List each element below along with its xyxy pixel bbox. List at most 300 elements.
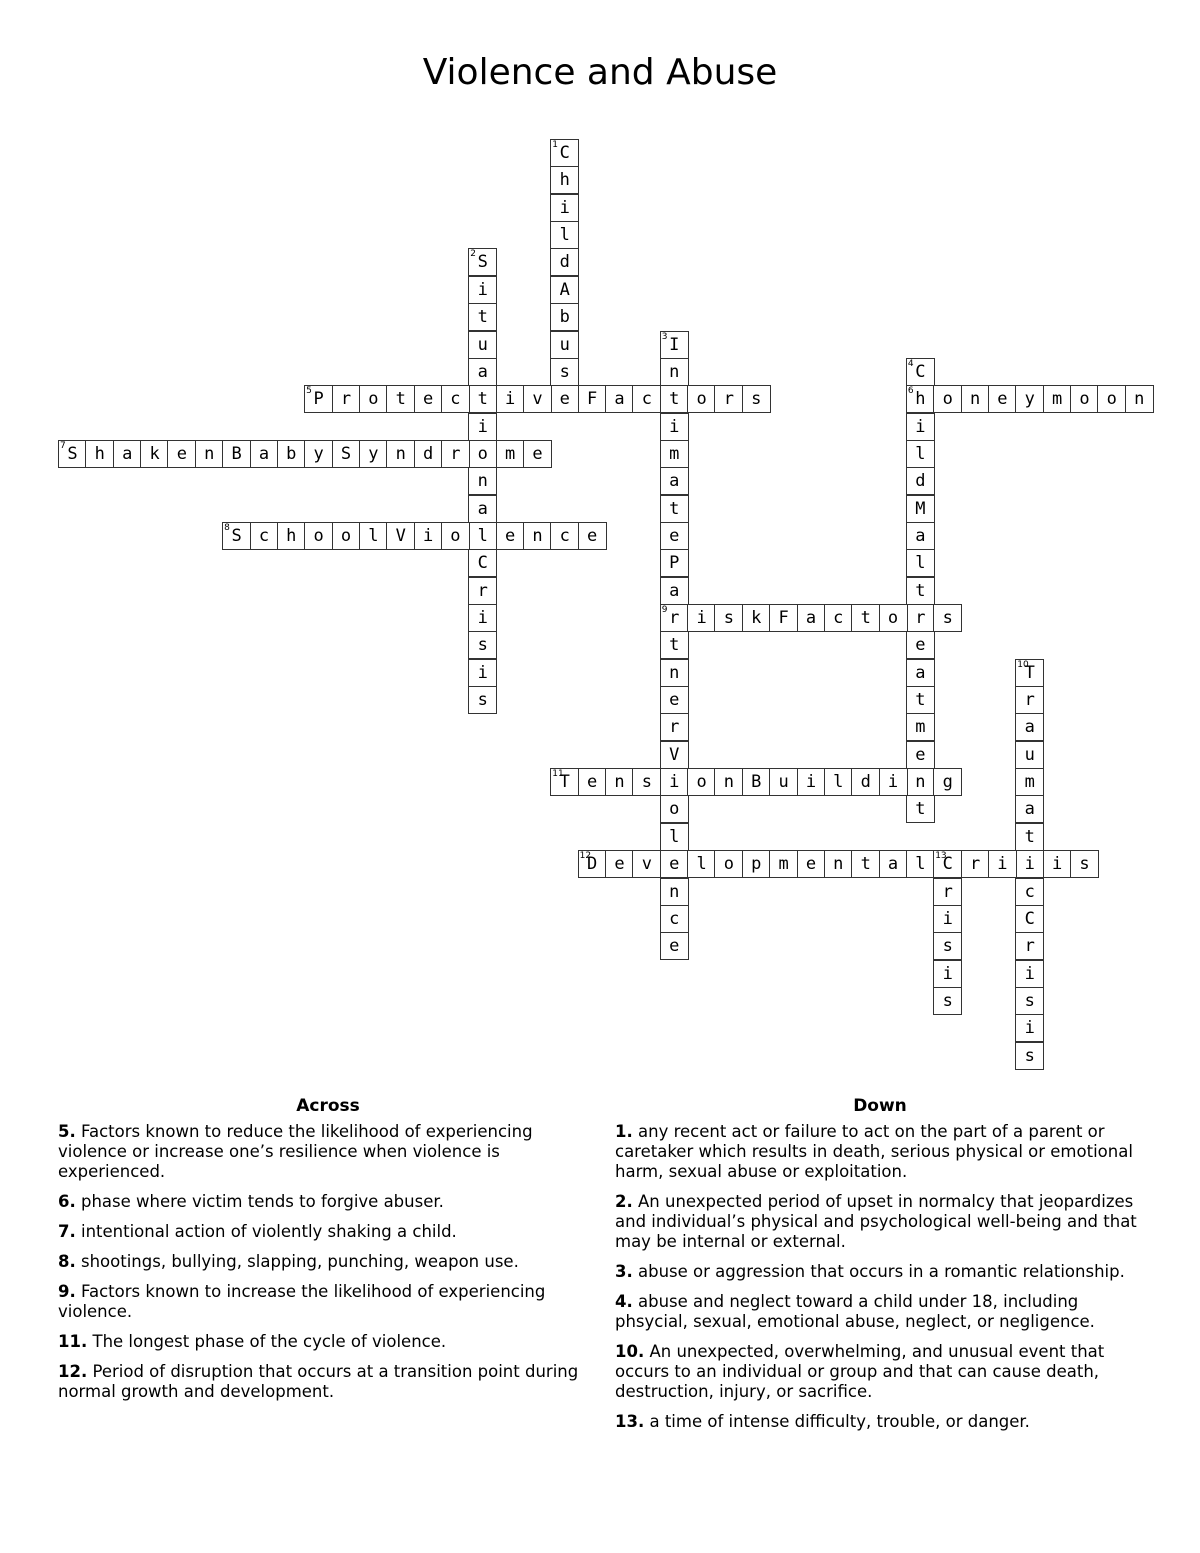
cell-letter: i	[1024, 1018, 1035, 1039]
grid-cell[interactable]	[660, 850, 689, 878]
cell-letter: n	[915, 772, 926, 793]
grid-cell[interactable]	[550, 385, 579, 413]
grid-cell[interactable]	[906, 467, 935, 495]
grid-cell[interactable]	[906, 631, 935, 659]
cell-letter: i	[477, 662, 488, 683]
cell-letter: d	[422, 443, 434, 464]
grid-cell[interactable]	[1015, 932, 1044, 960]
grid-cell[interactable]	[879, 604, 908, 632]
grid-cell[interactable]	[660, 905, 689, 933]
cell-letter: d	[915, 471, 926, 492]
grid-cell[interactable]	[906, 713, 935, 741]
clue-down-2	[615, 1192, 1145, 1252]
cell-letter: a	[1024, 799, 1035, 820]
grid-cell[interactable]	[468, 631, 497, 659]
grid-cell[interactable]	[414, 385, 443, 413]
grid-cell[interactable]	[933, 932, 962, 960]
cell-letter: t	[669, 389, 680, 410]
cell-letter: u	[778, 772, 789, 793]
grid-cell[interactable]	[797, 604, 826, 632]
grid-cell[interactable]	[660, 549, 689, 577]
grid-cell[interactable]	[660, 741, 689, 769]
cell-letter: n	[204, 443, 215, 464]
cell-letter: I	[669, 334, 680, 355]
grid-cell[interactable]	[660, 659, 689, 687]
cell-letter: n	[833, 854, 844, 875]
cell-letter: e	[915, 635, 926, 656]
cell-letter: r	[723, 389, 735, 410]
grid-cell[interactable]	[933, 604, 962, 632]
grid-cell[interactable]	[496, 440, 525, 468]
grid-cell[interactable]	[468, 331, 497, 359]
grid-cell[interactable]	[1015, 960, 1044, 988]
cell-letter: r	[669, 608, 680, 628]
grid-cell[interactable]	[58, 440, 87, 468]
cell-letter: n	[723, 772, 735, 793]
cell-letter: t	[477, 307, 488, 328]
cell-letter: n	[669, 361, 680, 382]
cell-number: 4	[907, 358, 914, 369]
grid-cell[interactable]	[523, 385, 552, 413]
cell-letter: l	[915, 553, 926, 574]
cell-number: 6	[907, 386, 914, 397]
grid-cell[interactable]	[1070, 385, 1099, 413]
cell-letter: e	[614, 854, 625, 875]
grid-cell[interactable]	[933, 960, 962, 988]
across-clues	[58, 1096, 598, 1412]
cell-letter: u	[1024, 744, 1035, 765]
cell-letter: l	[669, 826, 680, 847]
grid-cell[interactable]	[687, 768, 716, 796]
cell-letter: C	[477, 553, 488, 574]
grid-cell[interactable]	[660, 413, 689, 441]
grid-cell[interactable]	[797, 850, 826, 878]
cell-letter: a	[669, 471, 680, 492]
grid-cell[interactable]	[277, 522, 306, 550]
cell-letter: k	[751, 608, 762, 628]
grid-cell[interactable]	[769, 604, 798, 632]
grid-cell[interactable]	[550, 522, 579, 550]
cell-letter: t	[395, 389, 406, 410]
cell-letter: D	[586, 854, 598, 875]
grid-cell[interactable]	[550, 358, 579, 386]
grid-cell[interactable]	[851, 604, 880, 632]
grid-cell[interactable]	[468, 276, 497, 304]
grid-cell[interactable]	[468, 440, 497, 468]
grid-cell[interactable]	[742, 385, 771, 413]
grid-cell[interactable]	[851, 850, 880, 878]
clue-down-4	[615, 1292, 1145, 1332]
grid-cell[interactable]	[660, 577, 689, 605]
grid-cell[interactable]	[578, 385, 607, 413]
grid-cell[interactable]	[660, 768, 689, 796]
clue-number: 9.	[58, 1282, 76, 1301]
grid-cell[interactable]	[879, 768, 908, 796]
grid-cell[interactable]	[359, 385, 388, 413]
grid-cell[interactable]	[769, 850, 798, 878]
grid-cell[interactable]	[496, 385, 525, 413]
cell-letter: b	[559, 307, 570, 328]
grid-cell[interactable]	[714, 604, 743, 632]
cell-letter: o	[942, 389, 953, 410]
grid-cell[interactable]	[359, 440, 388, 468]
grid-cell[interactable]	[578, 768, 607, 796]
cell-letter: a	[477, 498, 488, 519]
grid-cell[interactable]	[386, 522, 415, 550]
grid-cell[interactable]	[1043, 385, 1072, 413]
grid-cell[interactable]	[906, 577, 935, 605]
cell-letter: t	[915, 690, 926, 710]
grid-cell[interactable]	[660, 795, 689, 823]
clue-number: 1.	[615, 1122, 633, 1141]
grid-cell[interactable]	[523, 522, 552, 550]
grid-cell[interactable]	[660, 713, 689, 741]
grid-cell[interactable]	[660, 467, 689, 495]
grid-cell[interactable]	[550, 276, 579, 304]
grid-cell[interactable]	[1070, 850, 1099, 878]
cell-letter: i	[477, 608, 488, 628]
grid-cell[interactable]	[660, 878, 689, 906]
cell-letter: i	[504, 389, 516, 410]
clue-text: Factors known to reduce the likelihood of experiencing violence or increase one’s resilience when violence is experienced.	[58, 1122, 533, 1181]
cell-letter: a	[887, 854, 899, 875]
grid-cell[interactable]	[824, 768, 853, 796]
cell-letter: i	[422, 525, 434, 546]
grid-cell[interactable]	[906, 440, 935, 468]
cell-letter: r	[969, 854, 981, 875]
grid-cell[interactable]	[113, 440, 142, 468]
grid-cell[interactable]	[468, 604, 497, 632]
grid-cell[interactable]	[468, 522, 497, 550]
cell-letter: h	[559, 170, 570, 191]
cell-letter: t	[669, 635, 680, 656]
grid-cell[interactable]	[1015, 659, 1044, 687]
grid-cell[interactable]	[550, 768, 579, 796]
grid-cell[interactable]	[906, 522, 935, 550]
cell-letter: S	[340, 443, 352, 464]
clue-text: The longest phase of the cycle of violence.	[92, 1332, 447, 1351]
cell-letter: s	[1024, 990, 1035, 1011]
grid-cell[interactable]	[1015, 795, 1044, 823]
grid-cell[interactable]	[906, 413, 935, 441]
grid-cell[interactable]	[1015, 1014, 1044, 1042]
grid-cell[interactable]	[660, 440, 689, 468]
grid-cell[interactable]	[1015, 987, 1044, 1015]
grid-cell[interactable]	[797, 768, 826, 796]
grid-cell[interactable]	[468, 549, 497, 577]
cell-letter: s	[1024, 1045, 1035, 1066]
grid-cell[interactable]	[468, 385, 497, 413]
grid-cell[interactable]	[824, 604, 853, 632]
grid-cell[interactable]	[933, 385, 962, 413]
grid-cell[interactable]	[1015, 878, 1044, 906]
cell-letter: h	[286, 525, 297, 546]
grid-cell[interactable]	[167, 440, 196, 468]
cell-letter: o	[1079, 389, 1090, 410]
cell-letter: i	[942, 908, 953, 929]
grid-cell[interactable]	[906, 741, 935, 769]
cell-letter: m	[1051, 389, 1063, 410]
grid-cell[interactable]	[578, 522, 607, 550]
clue-across-12	[58, 1362, 598, 1402]
grid-cell[interactable]	[605, 385, 634, 413]
grid-cell[interactable]	[304, 440, 333, 468]
grid-cell[interactable]	[660, 495, 689, 523]
cell-letter: r	[1024, 690, 1035, 710]
grid-cell[interactable]	[687, 385, 716, 413]
grid-cell[interactable]	[906, 358, 935, 386]
grid-cell[interactable]	[523, 440, 552, 468]
grid-cell[interactable]	[742, 604, 771, 632]
cell-letter: r	[915, 608, 926, 628]
cell-letter: a	[915, 662, 926, 683]
grid-cell[interactable]	[550, 331, 579, 359]
cell-letter: e	[504, 525, 516, 546]
grid-cell[interactable]	[906, 604, 935, 632]
grid-cell[interactable]	[1015, 905, 1044, 933]
grid-cell[interactable]	[1015, 686, 1044, 714]
grid-cell[interactable]	[660, 823, 689, 851]
grid-cell[interactable]	[961, 850, 990, 878]
cell-letter: V	[669, 744, 680, 765]
cell-letter: F	[586, 389, 598, 410]
cell-letter: c	[450, 389, 461, 410]
cell-number: 10	[1017, 659, 1029, 670]
grid-cell[interactable]	[468, 358, 497, 386]
grid-cell[interactable]	[1097, 385, 1126, 413]
grid-cell[interactable]	[632, 850, 661, 878]
cell-letter: o	[313, 525, 324, 546]
cell-letter: l	[368, 525, 379, 546]
grid-cell[interactable]	[714, 850, 743, 878]
grid-cell[interactable]	[250, 440, 279, 468]
cell-letter: a	[614, 389, 625, 410]
grid-cell[interactable]	[742, 768, 771, 796]
cell-letter: i	[942, 963, 953, 984]
grid-cell[interactable]	[359, 522, 388, 550]
cell-letter: c	[641, 389, 653, 410]
grid-cell[interactable]	[660, 932, 689, 960]
cell-letter: i	[696, 608, 707, 628]
grid-cell[interactable]	[468, 248, 497, 276]
grid-cell[interactable]	[687, 604, 716, 632]
grid-cell[interactable]	[386, 385, 415, 413]
grid-cell[interactable]	[605, 850, 634, 878]
grid-cell[interactable]	[632, 768, 661, 796]
grid-cell[interactable]	[632, 385, 661, 413]
cell-number: 1	[552, 140, 559, 150]
cell-letter: n	[614, 772, 625, 793]
grid-cell[interactable]	[468, 467, 497, 495]
grid-cell[interactable]	[687, 850, 716, 878]
grid-cell[interactable]	[550, 166, 579, 194]
cell-letter: i	[805, 772, 817, 793]
cell-letter: T	[1024, 662, 1035, 683]
grid-cell[interactable]	[332, 385, 361, 413]
grid-cell[interactable]	[414, 440, 443, 468]
cell-letter: l	[915, 854, 926, 875]
grid-cell[interactable]	[85, 440, 114, 468]
cell-letter: F	[778, 608, 789, 628]
cell-letter: a	[1024, 717, 1035, 738]
grid-cell[interactable]	[222, 522, 251, 550]
grid-cell[interactable]	[906, 495, 935, 523]
grid-cell[interactable]	[386, 440, 415, 468]
grid-cell[interactable]	[1015, 741, 1044, 769]
cell-letter: r	[340, 389, 352, 410]
grid-cell[interactable]	[1015, 823, 1044, 851]
cell-letter: l	[477, 525, 488, 546]
cell-number: 2	[470, 249, 477, 260]
cell-letter: e	[669, 690, 680, 710]
cell-number: 13	[935, 851, 947, 862]
down-clues	[615, 1096, 1145, 1442]
grid-cell[interactable]	[660, 522, 689, 550]
grid-cell[interactable]	[304, 385, 333, 413]
clue-text: abuse and neglect toward a child under 18, including phsycial, sexual, emotional abuse, neglect, or negligence.	[615, 1292, 1095, 1331]
clue-down-1	[615, 1122, 1145, 1182]
grid-cell[interactable]	[714, 385, 743, 413]
grid-cell[interactable]	[879, 850, 908, 878]
grid-cell[interactable]	[1015, 850, 1044, 878]
grid-cell[interactable]	[660, 631, 689, 659]
grid-cell[interactable]	[605, 768, 634, 796]
grid-cell[interactable]	[824, 850, 853, 878]
grid-cell[interactable]	[468, 303, 497, 331]
cell-letter: v	[641, 854, 653, 875]
grid-cell[interactable]	[332, 522, 361, 550]
grid-cell[interactable]	[1015, 713, 1044, 741]
grid-cell[interactable]	[441, 440, 470, 468]
grid-cell[interactable]	[906, 659, 935, 687]
cell-letter: t	[477, 389, 488, 410]
grid-cell[interactable]	[933, 905, 962, 933]
cell-letter: o	[887, 608, 899, 628]
grid-cell[interactable]	[933, 768, 962, 796]
grid-cell[interactable]	[222, 440, 251, 468]
cell-letter: i	[559, 197, 570, 218]
grid-cell[interactable]	[742, 850, 771, 878]
cell-letter: o	[696, 772, 707, 793]
clue-text: An unexpected, overwhelming, and unusual event that occurs to an individual or group and that can cause death, destruction, injury, or sacrifice.	[615, 1342, 1105, 1401]
cell-letter: e	[586, 525, 598, 546]
grid-cell[interactable]	[660, 358, 689, 386]
cell-letter: l	[915, 443, 926, 464]
grid-cell[interactable]	[988, 385, 1017, 413]
cell-letter: P	[669, 553, 680, 574]
grid-cell[interactable]	[550, 221, 579, 249]
grid-cell[interactable]	[988, 850, 1017, 878]
cell-letter: C	[559, 143, 570, 163]
grid-cell[interactable]	[468, 495, 497, 523]
grid-cell[interactable]	[714, 768, 743, 796]
cell-letter: n	[669, 881, 680, 902]
grid-cell[interactable]	[332, 440, 361, 468]
grid-cell[interactable]	[277, 440, 306, 468]
cell-letter: S	[231, 525, 242, 546]
grid-cell[interactable]	[906, 768, 935, 796]
grid-cell[interactable]	[1015, 768, 1044, 796]
grid-cell[interactable]	[195, 440, 224, 468]
cell-letter: i	[477, 279, 488, 300]
grid-cell[interactable]	[906, 795, 935, 823]
grid-cell[interactable]	[1015, 1042, 1044, 1070]
cell-letter: r	[942, 881, 953, 902]
grid-cell[interactable]	[933, 850, 962, 878]
cell-letter: V	[395, 525, 406, 546]
clue-text: phase where victim tends to forgive abuser.	[81, 1192, 444, 1211]
grid-cell[interactable]	[906, 686, 935, 714]
grid-cell[interactable]	[1043, 850, 1072, 878]
grid-cell[interactable]	[250, 522, 279, 550]
grid-cell[interactable]	[496, 522, 525, 550]
grid-cell[interactable]	[660, 686, 689, 714]
grid-cell[interactable]	[304, 522, 333, 550]
cell-letter: n	[969, 389, 981, 410]
clue-across-5	[58, 1122, 598, 1182]
grid-cell[interactable]	[851, 768, 880, 796]
grid-cell[interactable]	[578, 850, 607, 878]
grid-cell[interactable]	[441, 385, 470, 413]
cell-letter: i	[477, 416, 488, 437]
grid-cell[interactable]	[660, 604, 689, 632]
grid-cell[interactable]	[961, 385, 990, 413]
grid-cell[interactable]	[660, 385, 689, 413]
grid-cell[interactable]	[906, 385, 935, 413]
grid-cell[interactable]	[906, 850, 935, 878]
grid-cell[interactable]	[933, 987, 962, 1015]
cell-letter: d	[860, 772, 871, 793]
grid-cell[interactable]	[1015, 385, 1044, 413]
cell-letter: y	[1024, 389, 1035, 410]
grid-cell[interactable]	[468, 659, 497, 687]
grid-cell[interactable]	[906, 549, 935, 577]
cell-letter: a	[258, 443, 270, 464]
grid-cell[interactable]	[550, 139, 579, 167]
cell-letter: t	[915, 799, 926, 820]
grid-cell[interactable]	[660, 331, 689, 359]
grid-cell[interactable]	[468, 413, 497, 441]
grid-cell[interactable]	[550, 194, 579, 222]
cell-letter: n	[669, 662, 680, 683]
grid-cell[interactable]	[933, 878, 962, 906]
cell-letter: k	[149, 443, 160, 464]
grid-cell[interactable]	[468, 577, 497, 605]
cell-letter: i	[915, 416, 926, 437]
cell-letter: t	[915, 580, 926, 601]
cell-letter: s	[942, 990, 953, 1011]
cell-letter: o	[450, 525, 461, 546]
clue-number: 8.	[58, 1252, 76, 1271]
clue-across-8	[58, 1252, 598, 1272]
grid-cell[interactable]	[550, 248, 579, 276]
grid-cell[interactable]	[769, 768, 798, 796]
clue-down-10	[615, 1342, 1145, 1402]
grid-cell[interactable]	[1125, 385, 1154, 413]
grid-cell[interactable]	[140, 440, 169, 468]
cell-letter: C	[1024, 908, 1035, 929]
grid-cell[interactable]	[441, 522, 470, 550]
clue-number: 12.	[58, 1362, 88, 1381]
grid-cell[interactable]	[468, 686, 497, 714]
clue-number: 2.	[615, 1192, 633, 1211]
grid-cell[interactable]	[414, 522, 443, 550]
cell-letter: c	[1024, 881, 1035, 902]
cell-letter: m	[1024, 772, 1035, 793]
grid-cell[interactable]	[550, 303, 579, 331]
clue-text: Period of disruption that occurs at a transition point during normal growth and development.	[58, 1362, 579, 1401]
cell-letter: r	[1024, 936, 1035, 957]
